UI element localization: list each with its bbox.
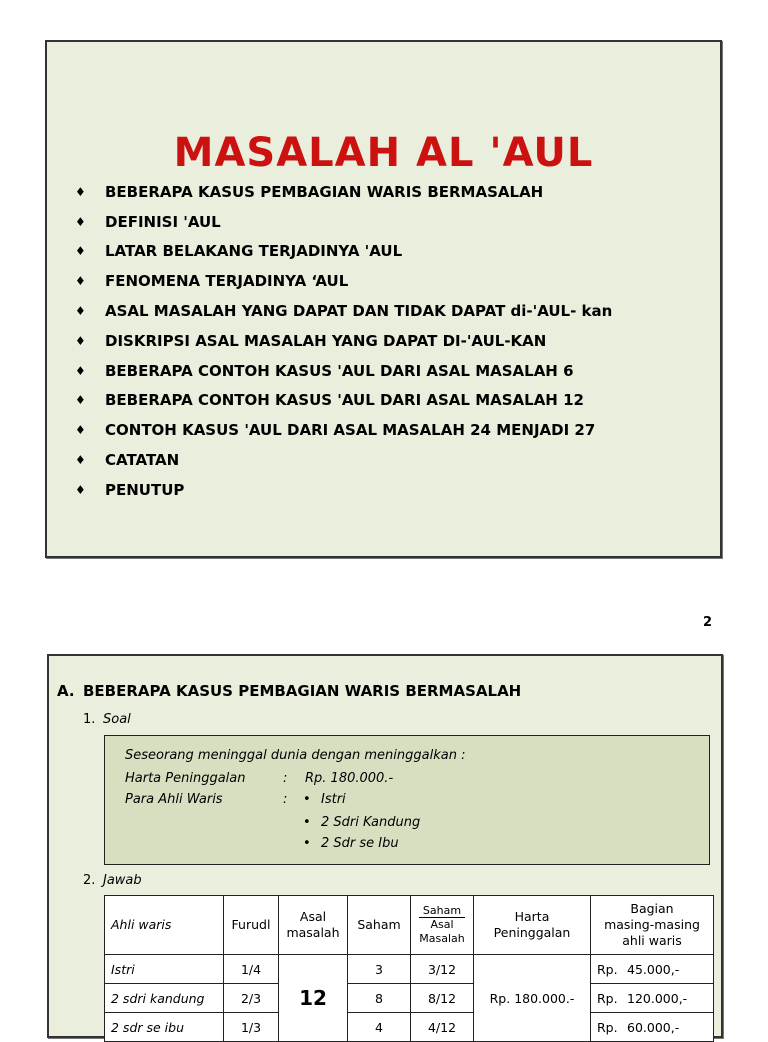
list-item: ♦ DISKRIPSI ASAL MASALAH YANG DAPAT DI-'AUL-KAN bbox=[75, 331, 547, 350]
col-bagian: Bagian masing-masing ahli waris bbox=[591, 896, 714, 955]
list-item: • Istri bbox=[303, 792, 346, 807]
section-title: A. BEBERAPA KASUS PEMBAGIAN WARIS BERMASALAH bbox=[57, 682, 522, 700]
col-asal-masalah: Asal masalah bbox=[279, 896, 348, 955]
diamond-bullet-icon: ♦ bbox=[75, 184, 86, 199]
diamond-bullet-icon: ♦ bbox=[75, 393, 86, 408]
asal-masalah-value: 12 bbox=[279, 955, 348, 1042]
col-harta: Harta Peninggalan bbox=[474, 896, 591, 955]
slide-title: MASALAH AL 'AUL bbox=[173, 130, 594, 176]
col-ahli-waris: Ahli waris bbox=[105, 896, 224, 955]
diamond-bullet-icon: ♦ bbox=[75, 214, 86, 229]
list-item: ♦ DEFINISI 'AUL bbox=[75, 212, 221, 231]
col-ratio: Saham Asal Masalah bbox=[411, 896, 474, 955]
diamond-bullet-icon: ♦ bbox=[75, 244, 86, 259]
jawab-heading: 2. Jawab bbox=[83, 873, 142, 888]
ahli-colon: : bbox=[283, 792, 288, 807]
diamond-bullet-icon: ♦ bbox=[75, 423, 86, 438]
table-row: 2 sdr se ibu 1/3 4 4/12 Rp. 60.000,- bbox=[105, 1013, 714, 1042]
diamond-bullet-icon: ♦ bbox=[75, 453, 86, 468]
table-row: 2 sdri kandung 2/3 8 8/12 Rp. 120.000,- bbox=[105, 984, 714, 1013]
harta-value-cell: Rp. 180.000.- bbox=[474, 955, 591, 1042]
diamond-bullet-icon: ♦ bbox=[75, 482, 86, 497]
toc-list bbox=[75, 177, 612, 505]
ahli-label: Para Ahli Waris bbox=[125, 792, 223, 807]
list-item: ♦ CATATAN bbox=[75, 451, 180, 470]
list-item: ♦ PENUTUP bbox=[75, 480, 185, 499]
table-header-row bbox=[105, 896, 714, 955]
diamond-bullet-icon: ♦ bbox=[75, 304, 86, 319]
list-item: • 2 Sdri Kandung bbox=[303, 815, 421, 830]
list-item: ♦ BEBERAPA KASUS PEMBAGIAN WARIS BERMASALAH bbox=[75, 182, 544, 201]
diamond-bullet-icon: ♦ bbox=[75, 363, 86, 378]
soal-box bbox=[104, 735, 710, 865]
soal-heading: 1. Soal bbox=[83, 712, 131, 727]
table-row: Istri 1/4 12 3 3/12 Rp. 180.000.- Rp. 45.000,- bbox=[105, 955, 714, 984]
list-item: ♦ BEBERAPA CONTOH KASUS 'AUL DARI ASAL MASALAH 12 bbox=[75, 391, 584, 410]
list-item: ♦ ASAL MASALAH YANG DAPAT DAN TIDAK DAPAT di-'AUL- kan bbox=[75, 302, 613, 321]
diamond-bullet-icon: ♦ bbox=[75, 333, 86, 348]
soal-intro: Seseorang meninggal dunia dengan meninggalkan : bbox=[125, 748, 466, 763]
col-furudl: Furudl bbox=[224, 896, 279, 955]
harta-label: Harta Peninggalan bbox=[125, 771, 246, 786]
diamond-bullet-icon: ♦ bbox=[75, 274, 86, 289]
jawab-table bbox=[104, 895, 714, 1042]
list-item: ♦ BEBERAPA CONTOH KASUS 'AUL DARI ASAL MASALAH 6 bbox=[75, 361, 574, 380]
col-saham: Saham bbox=[348, 896, 411, 955]
harta-colon: : bbox=[283, 771, 288, 786]
toc-slide bbox=[45, 40, 722, 558]
list-item: ♦ CONTOH KASUS 'AUL DARI ASAL MASALAH 24 MENJADI 27 bbox=[75, 421, 596, 440]
list-item: ♦ LATAR BELAKANG TERJADINYA 'AUL bbox=[75, 242, 403, 261]
page-number: 2 bbox=[703, 615, 713, 630]
harta-value: Rp. 180.000.- bbox=[305, 771, 394, 786]
list-item: ♦ FENOMENA TERJADINYA ‘AUL bbox=[75, 272, 349, 291]
case-slide bbox=[47, 654, 723, 1038]
list-item: • 2 Sdr se Ibu bbox=[303, 836, 399, 851]
